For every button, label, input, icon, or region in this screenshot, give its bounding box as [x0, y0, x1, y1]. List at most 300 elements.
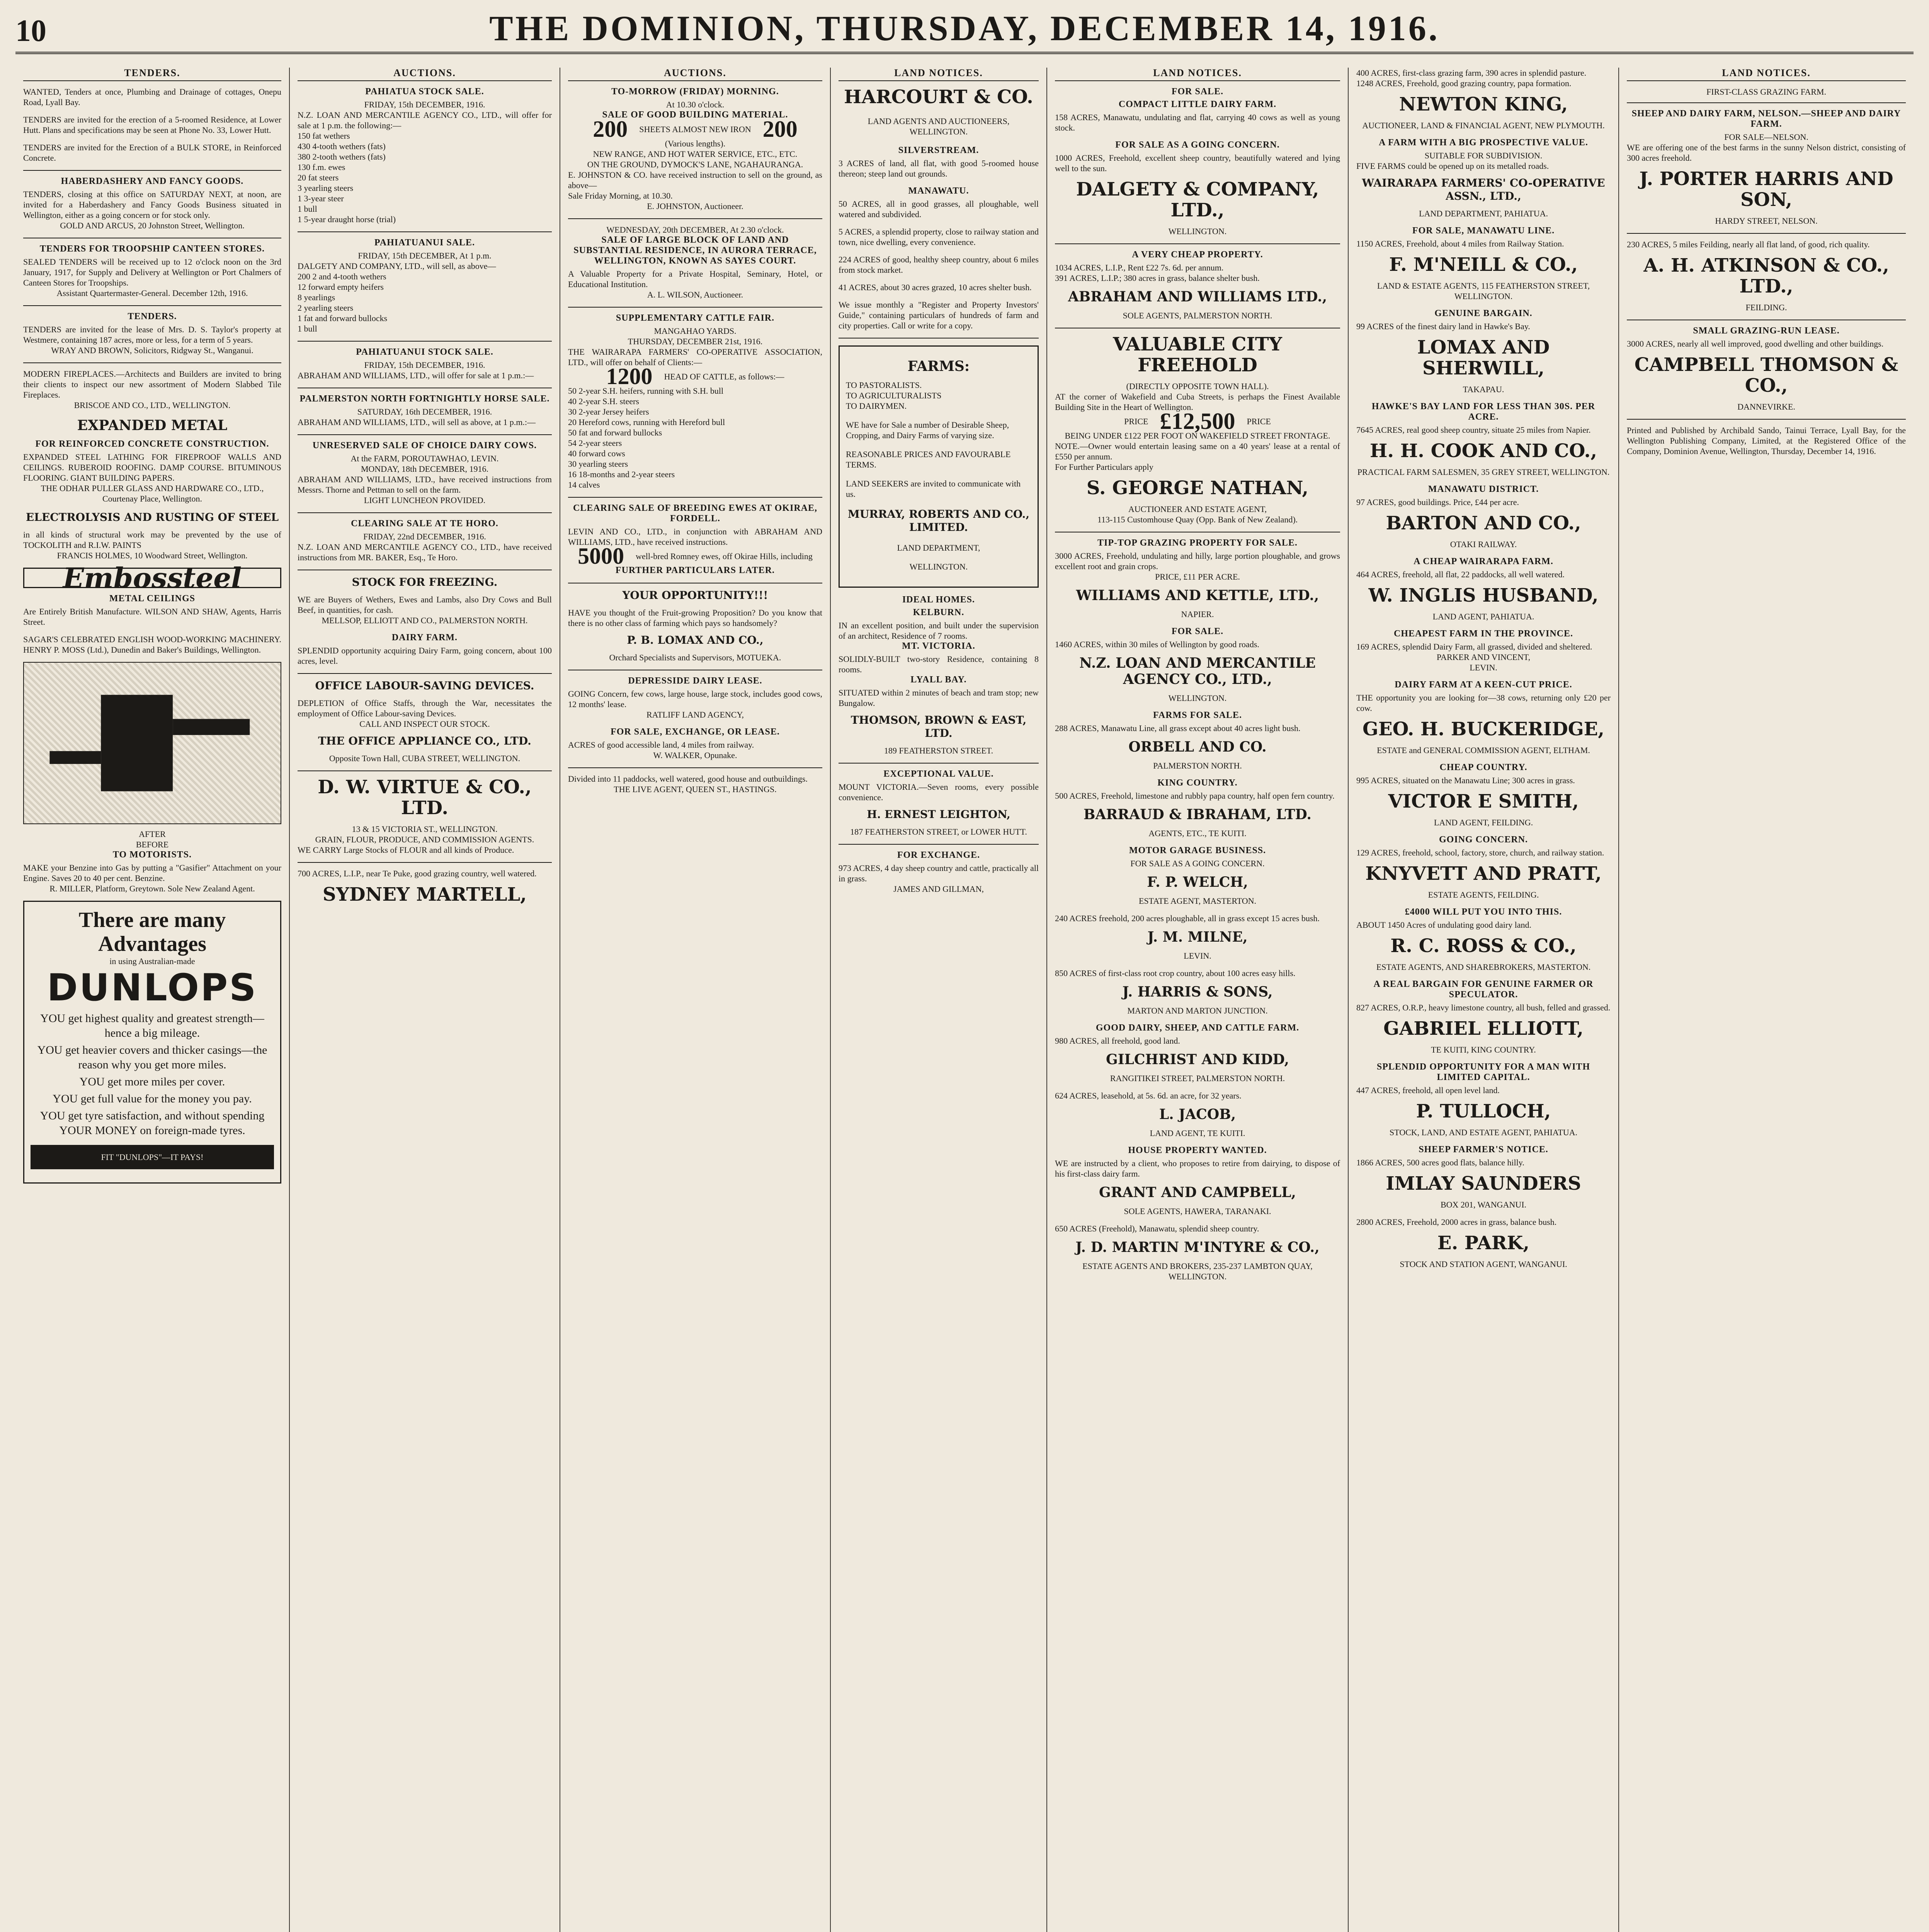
lot-row — [568, 116, 822, 142]
ad-heading: MOTOR GARAGE BUSINESS. — [1129, 845, 1266, 855]
tender-haberdashery — [23, 176, 281, 231]
ad-city-freehold — [1055, 334, 1340, 525]
auction-te-horo — [298, 519, 552, 563]
agent-subtitle: HARDY STREET, NELSON. — [1715, 216, 1818, 226]
ad-grazing-run — [1627, 326, 1906, 412]
ad-subheading: SUITABLE FOR SUBDIVISION. — [1424, 151, 1543, 160]
ad-subheading: TO DAIRYMEN. — [846, 401, 907, 411]
ad-body: 50 ACRES, all in good grasses, all ploughable, well watered and subdivided. — [839, 199, 1039, 219]
company-name: DALGETY & COMPANY, LTD., — [1076, 179, 1319, 221]
ad-terms: REASONABLE PRICES AND FAVOURABLE TERMS. — [846, 449, 1011, 469]
ad-signature: GOLD AND ARCUS, 20 Johnston Street, Wellington. — [60, 221, 245, 230]
ad-dairy-lease — [568, 676, 822, 720]
ad-heading: TO MOTORISTS. — [112, 850, 192, 860]
ad-heading: FOR EXCHANGE. — [897, 850, 980, 860]
listing-silverstream — [839, 145, 1039, 179]
ad-subheading: COMPACT LITTLE DAIRY FARM. — [1118, 99, 1277, 109]
agent-name: GRANT AND CAMPBELL, — [1099, 1184, 1296, 1201]
company-town: PALMERSTON NORTH. — [1153, 761, 1242, 770]
ad-heading: PAHIATUA STOCK SALE. — [365, 87, 484, 97]
ad-heading: EXCEPTIONAL VALUE. — [883, 769, 994, 779]
divider — [23, 170, 281, 171]
ad-body: 3000 ACRES, nearly all well improved, good dwelling and other buildings. — [1627, 339, 1884, 349]
listing-224-acres — [839, 254, 1039, 275]
ad-body: 129 ACRES, freehold, school, factory, store, church, and railway station. — [1356, 848, 1604, 857]
agent-name: E. PARK, — [1437, 1232, 1530, 1254]
ad-body: 850 ACRES of first-class root crop country, about 100 acres easy hills. — [1055, 968, 1296, 978]
ad-heading: FOR SALE, MANAWATU LINE. — [1412, 226, 1555, 236]
agent-subtitle: LAND AGENT, FEILDING. — [1434, 818, 1533, 827]
stock-item: 430 4-tooth wethers (fats) — [298, 141, 386, 151]
ad-embossteel — [23, 561, 281, 627]
ad-body: LEVIN AND CO., LTD., in conjunction with ABRAHAM AND WILLIAMS, LTD., have received instructions. — [568, 527, 822, 547]
ad-signature: WRAY AND BROWN, Solicitors, Ridgway St., Wanganui. — [51, 345, 253, 355]
ad-body: WE are instructed by a client, who proposes to retire from dairying, to dispose of his first-class dairy farm. — [1055, 1158, 1340, 1179]
agent-subtitle: ESTATE and GENERAL COMMISSION AGENT, ELTHAM. — [1377, 745, 1590, 755]
ad-dairy-sheep-cattle — [1055, 1023, 1340, 1083]
ad-heading: HAWKE'S BAY LAND FOR LESS THAN 30S. PER ACRE. — [1371, 401, 1596, 422]
dunlop-point: YOU get highest quality and greatest strength—hence a big mileage. — [40, 1012, 264, 1039]
agent-address: THE LIVE AGENT, QUEEN ST., HASTINGS. — [614, 784, 777, 794]
ad-heading: SUPPLEMENTARY CATTLE FAIR. — [616, 313, 775, 323]
ad-body: 700 ACRES, L.I.P., near Te Puke, good grazing country, well watered. — [298, 869, 537, 878]
ad-624-acres — [1055, 1090, 1340, 1138]
ad-date: SATURDAY, 16th DECEMBER, 1916. — [357, 407, 492, 417]
listing-manawatu — [839, 186, 1039, 219]
ad-body: 447 ACRES, freehold, all open level land. — [1356, 1085, 1500, 1095]
ad-signature: THE ODHAR PULLER GLASS AND HARDWARE CO., LTD., Courtenay Place, Wellington. — [41, 483, 264, 503]
ad-king-country — [1055, 778, 1340, 838]
label-after: AFTER — [139, 829, 166, 839]
ad-heading: FOR SALE, EXCHANGE, OR LEASE. — [611, 727, 780, 737]
ad-body: SEALED TENDERS will be received up to 12 o'clock noon on the 3rd January, 1917, for Supply and Delivery at Wellington or Port Chalmers of Canteen Stores for Troopships. — [23, 257, 281, 287]
ad-heading: GOING CONCERN. — [1439, 835, 1528, 845]
ad-motor-garage — [1055, 845, 1340, 906]
display-heading: STOCK FOR FREEZING. — [352, 576, 498, 588]
agent-name: LOMAX AND SHERWILL, — [1417, 337, 1550, 379]
ad-murray-roberts — [839, 345, 1039, 588]
agent-subtitle: BOX 201, WANGANUI. — [1440, 1200, 1527, 1209]
ad-body: 158 ACRES, Manawatu, undulating and flat, carrying 40 cows as well as young stock. — [1055, 112, 1340, 133]
agent-name: H. H. COOK AND CO., — [1370, 440, 1597, 462]
ad-newton-king — [1356, 68, 1611, 131]
ad-body: DEPLETION of Office Staffs, through the War, necessitates the employment of Office Labour-saving Devices. — [298, 698, 552, 718]
newspaper-title: THE DOMINION, THURSDAY, DECEMBER 14, 1916. — [489, 9, 1440, 48]
page-number: 10 — [15, 14, 46, 48]
agent-name: IMLAY SAUNDERS — [1386, 1173, 1581, 1194]
agent-subtitle: ESTATE AGENTS AND BROKERS, 235-237 LAMBTON QUAY, WELLINGTON. — [1082, 1261, 1313, 1281]
agent-subtitle: ESTATE AGENT, MASTERTON. — [1138, 896, 1257, 906]
stock-item: 200 2 and 4-tooth wethers — [298, 272, 386, 281]
display-heading: EXPANDED METAL — [77, 417, 228, 434]
stock-item: 14 calves — [568, 480, 600, 490]
ad-heading: TENDERS. — [128, 311, 177, 321]
divider — [298, 512, 552, 513]
company-name: THOMSON, BROWN & EAST, LTD. — [851, 714, 1027, 740]
ad-house-wanted — [1055, 1145, 1340, 1216]
agent-name: J. M. MILNE, — [1147, 929, 1248, 945]
stock-item: 40 2-year S.H. steers — [568, 396, 639, 406]
listing-41-acres — [839, 282, 1039, 293]
ad-body: 1460 ACRES, within 30 miles of Wellington by good roads. — [1055, 639, 1259, 649]
ad-body: 391 ACRES, L.I.P.; 380 acres in grass, balance shelter bush. — [1055, 273, 1260, 283]
agent-name: F. M'NEILL & CO., — [1389, 254, 1578, 276]
agent-subtitle: OTAKI RAILWAY. — [1450, 539, 1517, 549]
ad-body: TENDERS are invited for the Erection of a BULK STORE, in Reinforced Concrete. — [23, 143, 281, 163]
tender-troopship — [23, 244, 281, 298]
ad-body: 1000 ACRES, Freehold, excellent sheep country, beautifully watered and lying well to the sun. — [1055, 153, 1340, 173]
ad-location: MANGAHAO YARDS. — [654, 326, 737, 336]
agent-town: FEILDING. — [1745, 303, 1787, 312]
ad-compact-dairy — [1055, 87, 1340, 133]
price-label: PRICE — [1124, 417, 1148, 426]
company-subtitle: AGENTS, ETC., TE KUITI. — [1148, 828, 1247, 838]
stock-item: 20 Hereford cows, running with Hereford bull — [568, 417, 725, 427]
ad-body: SOLIDLY-BUILT two-story Residence, containing 8 rooms. — [839, 654, 1039, 674]
agent-subtitle: TE KUITI, KING COUNTRY. — [1431, 1045, 1536, 1054]
lot-row — [568, 364, 822, 389]
ad-4000 — [1356, 907, 1611, 972]
ad-body: 980 ACRES, all freehold, good land. — [1055, 1036, 1180, 1046]
agent-subtitle: LAND AGENT, TE KUITI. — [1150, 1128, 1245, 1138]
dunlop-point: YOU get full value for the money you pay. — [53, 1092, 252, 1105]
stock-item: 1 fat and forward bullocks — [298, 313, 388, 323]
ad-farms-for-sale — [1055, 710, 1340, 771]
gasifier-illustration — [23, 662, 281, 824]
ad-heading: HOUSE PROPERTY WANTED. — [1128, 1145, 1267, 1155]
agent-name: SYDNEY MARTELL, — [323, 884, 527, 905]
lot-description: well-bred Romney ewes, off Okirae Hills, including — [636, 551, 813, 561]
ad-heading: HABERDASHERY AND FANCY GOODS. — [61, 176, 244, 186]
ad-virtue — [298, 777, 552, 855]
company-name: WILLIAMS AND KETTLE, LTD., — [1076, 587, 1319, 604]
ad-body: Are Entirely British Manufacture. WILSON AND SHAW, Agents, Harris Street. — [23, 607, 281, 627]
ad-date: FRIDAY, 15th DECEMBER, 1916. — [364, 360, 485, 370]
auction-building-material — [568, 87, 822, 211]
ad-body: 41 ACRES, about 30 acres grazed, 10 acres shelter bush. — [839, 282, 1032, 292]
divider — [568, 218, 822, 219]
ad-body: WE are offering one of the best farms in the sunny Nelson district, consisting of 300 acres freehold. — [1627, 143, 1906, 163]
ad-heading: PAHIATUANUI SALE. — [374, 238, 475, 248]
agent-name: VICTOR E SMITH, — [1388, 791, 1579, 812]
ad-real-bargain — [1356, 979, 1611, 1055]
ad-signature: Assistant Quartermaster-General. December 12th, 1916. — [56, 288, 248, 298]
ad-body: WE are Buyers of Wethers, Ewes and Lambs, also Dry Cows and Bull Beef, in quantities, for cash. — [298, 595, 552, 615]
ad-subheading: SALE OF GOOD BUILDING MATERIAL. — [602, 110, 788, 120]
ad-signature: R. MILLER, Platform, Greytown. Sole New Zealand Agent. — [49, 884, 255, 893]
auction-pahiatuanui — [298, 238, 552, 334]
divider — [298, 231, 552, 232]
company-name: D. W. VIRTUE & CO., LTD. — [318, 776, 532, 819]
ad-body: 500 ACRES, Freehold, limestone and rubbly papa country, half open fern country. — [1055, 791, 1335, 801]
ad-body: IN an excellent position, and built under the supervision of an architect, Residence of 7 rooms. — [839, 621, 1039, 641]
auction-dairy-cows — [298, 440, 552, 505]
harcourt-name: HARCOURT & CO. — [844, 86, 1033, 108]
ad-body: ACRES of good accessible land, 4 miles from railway. — [568, 740, 754, 750]
agent-subtitle: ESTATE AGENTS, FEILDING. — [1428, 890, 1539, 900]
company-name: WAIRARAPA FARMERS' CO-OPERATIVE ASSN., LTD., — [1362, 177, 1605, 202]
stock-item: 130 f.m. ewes — [298, 162, 345, 172]
company-name: N.Z. LOAN AND MERCANTILE AGENCY CO., LTD., — [1079, 655, 1316, 687]
ad-body: WE have for Sale a number of Desirable Sheep, Cropping, and Dairy Farms of varying size. — [846, 420, 1009, 440]
ad-2800-acres — [1356, 1217, 1611, 1269]
ad-heading: UNRESERVED SALE OF CHOICE DAIRY COWS. — [312, 440, 537, 451]
agent-name: L. JACOB, — [1159, 1106, 1236, 1122]
ad-body: SITUATED within 2 minutes of beach and tram stop; new Bungalow. — [839, 688, 1039, 708]
agent-subtitle: RANGITIKEI STREET, PALMERSTON NORTH. — [1110, 1073, 1285, 1083]
ad-body: Divided into 11 paddocks, well watered, good house and outbuildings. — [568, 774, 808, 784]
ad-date: FRIDAY, 15th DECEMBER, 1916. — [364, 100, 485, 109]
ad-cheapest-farm — [1356, 629, 1611, 673]
lot-count: 200 — [593, 116, 628, 142]
ad-body: E. JOHNSTON & CO. have received instruction to sell on the ground, as above— — [568, 170, 822, 190]
agent-town: TAKAPAU. — [1463, 384, 1504, 394]
ad-manawatu-district — [1356, 484, 1611, 549]
divider — [839, 844, 1039, 845]
ad-stock-freezing — [298, 576, 552, 626]
ad-going-concern-129 — [1356, 835, 1611, 900]
tender-residence — [23, 114, 281, 135]
ad-body: 99 ACRES of the finest dairy land in Hawke's Bay. — [1356, 321, 1530, 331]
ad-body: THE opportunity you are looking for—38 cows, returning only £20 per cow. — [1356, 693, 1611, 713]
ad-body: ABOUT 1450 Acres of undulating good dairy land. — [1356, 920, 1531, 930]
ad-cheap-wairarapa — [1356, 556, 1611, 622]
company-name: ORBELL AND CO. — [1128, 739, 1267, 755]
lot-row — [568, 543, 822, 569]
lot-note: (Various lengths). — [665, 139, 726, 148]
ad-heading: GOOD DAIRY, SHEEP, AND CATTLE FARM. — [1095, 1023, 1300, 1033]
ad-body: 624 ACRES, leasehold, at 5s. 6d. an acre, for 32 years. — [1055, 1091, 1242, 1100]
ad-body: 973 ACRES, 4 day sheep country and cattle, practically all in grass. — [839, 863, 1039, 883]
column-land-notices-3 — [1349, 68, 1619, 1932]
ad-body: LAND SEEKERS are invited to communicate with us. — [846, 479, 1021, 499]
stock-item: 1 bull — [298, 324, 317, 333]
ad-body: 1034 ACRES, L.I.P., Rent £22 7s. 6d. per annum. — [1055, 263, 1224, 272]
company-town: WELLINGTON. — [909, 562, 968, 571]
column-auctions-1 — [290, 68, 560, 1932]
ad-genuine-bargain — [1356, 308, 1611, 395]
agent-name: PARKER AND VINCENT, — [1436, 652, 1531, 662]
company-subtitle: SOLE AGENTS, PALMERSTON NORTH. — [1123, 311, 1272, 320]
ad-hawkes-bay — [1356, 401, 1611, 477]
ad-martell — [298, 868, 552, 905]
company-address: 189 FEATHERSTON STREET. — [884, 746, 993, 755]
ad-body: 464 ACRES, freehold, all flat, 22 paddocks, all well watered. — [1356, 570, 1565, 579]
ad-heading: A CHEAP WAIRARAPA FARM. — [1414, 556, 1553, 566]
stock-item: 150 fat wethers — [298, 131, 350, 141]
ad-date: MONDAY, 18th DECEMBER, 1916. — [361, 464, 489, 474]
agent-name: A. H. ATKINSON & CO., LTD., — [1643, 255, 1889, 297]
company-address: 13 & 15 VICTORIA ST., WELLINGTON. — [352, 824, 498, 834]
company-name: BARRAUD & IBRAHAM, LTD. — [1084, 806, 1312, 823]
lot-count: 200 — [762, 116, 798, 142]
ad-body: 240 ACRES freehold, 200 acres ploughable, all in grass except 15 acres bush. — [1055, 913, 1320, 923]
ad-body: 230 ACRES, 5 miles Feilding, nearly all flat land, of good, rich quality. — [1627, 240, 1870, 249]
stock-item: 50 2-year S.H. heifers, running with S.H. bull — [568, 386, 724, 396]
lot-count: 1200 — [606, 364, 653, 389]
agent-name: CAMPBELL THOMSON & CO., — [1634, 354, 1898, 396]
ad-subheading: FOR SALE AS A GOING CONCERN. — [1130, 859, 1265, 868]
ad-cheap-property — [1055, 250, 1340, 321]
stock-item: 12 forward empty heifers — [298, 282, 384, 292]
agent-address: 187 FEATHERSTON STREET, or LOWER HUTT. — [850, 827, 1027, 837]
ad-body: WANTED, Tenders at once, Plumbing and Drainage of cottages, Onepu Road, Lyall Bay. — [23, 87, 281, 107]
ad-body: 1866 ACRES, 500 acres good flats, balance hilly. — [1356, 1158, 1524, 1167]
columns — [15, 68, 1914, 1932]
ad-body: 2800 ACRES, Freehold, 2000 acres in grass, balance bush. — [1356, 1217, 1557, 1227]
ad-time: At 10.30 o'clock. — [666, 100, 725, 109]
divider — [568, 767, 822, 768]
divider — [1627, 419, 1906, 420]
ad-subheading: TO AGRICULTURALISTS — [846, 391, 942, 400]
ad-body: A Valuable Property for a Private Hospital, Seminary, Hotel, or Educational Institution. — [568, 269, 822, 289]
ad-heading: DAIRY FARM AT A KEEN-CUT PRICE. — [1395, 680, 1572, 690]
stock-item: 50 fat and forward bullocks — [568, 428, 662, 437]
ad-date: THURSDAY, DECEMBER 21st, 1916. — [628, 337, 763, 346]
ad-240-acres — [1055, 913, 1340, 961]
ad-date: WEDNESDAY, 20th DECEMBER, At 2.30 o'clock. — [606, 225, 784, 235]
column-land-notices-4 — [1619, 68, 1914, 1932]
ad-body: 5 ACRES, a splendid property, close to railway station and town, nice dwelling, every convenience. — [839, 227, 1039, 247]
divider — [23, 305, 281, 306]
ad-body: ABRAHAM AND WILLIAMS, LTD., have received instructions from Messrs. Thorne and Pettman to sell on the farm. — [298, 474, 552, 495]
divider — [1055, 243, 1340, 244]
ad-heading: SPLENDID OPPORTUNITY FOR A MAN WITH LIMITED CAPITAL. — [1376, 1062, 1590, 1082]
ad-body: N.Z. LOAN AND MERCANTILE AGENCY CO., LTD., have received instructions from MR. BAKER, Esq., Te Horo. — [298, 542, 552, 562]
agent-subtitle: STOCK AND STATION AGENT, WANGANUI. — [1400, 1259, 1567, 1269]
divider — [568, 307, 822, 308]
ad-heading: SHEEP AND DAIRY FARM, NELSON.—SHEEP AND DAIRY FARM. — [1631, 109, 1901, 129]
ad-subheading: (DIRECTLY OPPOSITE TOWN HALL). — [1126, 381, 1269, 391]
ad-body: 97 ACRES, good buildings. Price, £44 per acre. — [1356, 497, 1519, 507]
display-heading: YOUR OPPORTUNITY!!! — [622, 589, 768, 602]
ad-body: 1248 ACRES, Freehold, good grazing country, papa formation. — [1356, 78, 1572, 88]
ad-location: At the FARM, POROUTAWHAO, LEVIN. — [350, 454, 499, 463]
auction-breeding-ewes — [568, 503, 822, 576]
printer-imprint: Printed and Published by Archibald Sando, Tainui Terrace, Lyall Bay, for the Wellington Publishing Company, Limited, at the Registered Office of the Company, Dominion Avenue, Wellington, Thursday, December 14, 1916. — [1627, 425, 1906, 456]
ad-dairy-farm — [298, 633, 552, 666]
ad-body: 7645 ACRES, real good sheep country, situate 25 miles from Napier. — [1356, 425, 1591, 435]
ad-heading: TENDERS FOR TROOPSHIP CANTEEN STORES. — [39, 244, 265, 254]
lot-extra: NEW RANGE, AND HOT WATER SERVICE, ETC., ETC. — [593, 149, 798, 159]
ad-body: 224 ACRES of good, healthy sheep country, about 6 miles from stock market. — [839, 255, 1039, 275]
column-heading: TENDERS. — [23, 68, 281, 81]
tender-plumbing — [23, 87, 281, 107]
display-heading: OFFICE LABOUR-SAVING DEVICES. — [315, 679, 534, 692]
auction-horse-sale — [298, 394, 552, 427]
listing-5-acres — [839, 226, 1039, 247]
dunlop-footer: FIT "DUNLOPS"—IT PAYS! — [31, 1145, 274, 1169]
ad-body: 3000 ACRES, Freehold, undulating and hilly, large portion ploughable, and grows excellent root and grain crops. — [1055, 551, 1340, 571]
auction-cattle-fair — [568, 313, 822, 490]
dunlop-point: YOU get more miles per cover. — [79, 1075, 225, 1088]
ad-signature: W. WALKER, Opunake. — [653, 750, 737, 760]
ad-subheading: FOR REINFORCED CONCRETE CONSTRUCTION. — [35, 439, 269, 449]
ad-terms: Sale Friday Morning, at 10.30. — [568, 191, 673, 201]
ad-subheading: FURTHER PARTICULARS LATER. — [615, 565, 775, 575]
ad-heading: MANAWATU. — [908, 186, 969, 196]
dunlop-subline: in using Australian-made — [109, 956, 195, 966]
ad-body: TENDERS are invited for the lease of Mrs. D. S. Taylor's property at Westmere, containing 187 acres, more or less, for a term of 5 years. — [23, 325, 281, 345]
agent-name: R. C. ROSS & CO., — [1390, 935, 1577, 957]
lot-description: HEAD OF CATTLE, as follows:— — [664, 372, 784, 381]
price-value: £12,500 — [1160, 408, 1235, 434]
company-name: P. B. LOMAX AND CO., — [627, 634, 764, 646]
column-tenders — [15, 68, 290, 1932]
stock-item: 2 yearling steers — [298, 303, 354, 313]
ad-for-exchange — [839, 850, 1039, 894]
ad-heading: SHEEP FARMER'S NOTICE. — [1419, 1145, 1548, 1155]
agent-subtitle: LAND AGENT, PAHIATUA. — [1432, 612, 1534, 621]
ad-signature: RATLIFF LAND AGENCY, — [646, 710, 744, 719]
stock-item: 30 2-year Jersey heifers — [568, 407, 649, 417]
column-land-notices-1 — [831, 68, 1047, 1932]
ad-body: N.Z. LOAN AND MERCANTILE AGENCY CO., LTD., will offer for sale at 1 p.m. the following:— — [298, 110, 552, 130]
ad-heading: DEPRESSIDE DAIRY LEASE. — [628, 676, 762, 686]
ad-body: 1150 ACRES, Freehold, about 4 miles from Railway Station. — [1356, 239, 1564, 248]
ad-1460-acres — [1055, 626, 1340, 703]
label-before: BEFORE — [136, 840, 169, 849]
ad-650-acres — [1055, 1223, 1340, 1282]
ad-body: 827 ACRES, O.R.P., heavy limestone country, all bush, felled and grassed. — [1356, 1003, 1611, 1012]
stock-item: 1 3-year steer — [298, 194, 344, 203]
column-heading: LAND NOTICES. — [1055, 68, 1340, 81]
company-town: NAPIER. — [1181, 609, 1214, 619]
ad-heading: SMALL GRAZING-RUN LEASE. — [1693, 326, 1840, 336]
company-name: THE OFFICE APPLIANCE CO., LTD. — [318, 735, 531, 747]
lot-description: SHEETS ALMOST NEW IRON — [639, 124, 751, 134]
ad-heading: £4000 WILL PUT YOU INTO THIS. — [1405, 907, 1562, 917]
ad-subheading: TO PASTORALISTS. — [846, 380, 922, 390]
tender-bulk-store — [23, 142, 281, 163]
ad-note: LIGHT LUNCHEON PROVIDED. — [364, 495, 486, 505]
company-name: ABRAHAM AND WILLIAMS LTD., — [1068, 289, 1327, 305]
ad-body: TENDERS, closing at this office on SATURDAY NEXT, at noon, are invited for a Haberdashery and Fancy Goods Business situated in Wellington, either as a going concern or for stock only. — [23, 189, 281, 220]
ad-heading: TO-MORROW (FRIDAY) MORNING. — [611, 87, 779, 97]
ad-heading: FOR SALE. — [1171, 626, 1224, 636]
ad-heading: A REAL BARGAIN FOR GENUINE FARMER OR SPECULATOR. — [1373, 979, 1594, 1000]
ad-heading: A VERY CHEAP PROPERTY. — [1132, 250, 1263, 260]
ad-heading: GENUINE BARGAIN. — [1434, 308, 1533, 318]
ad-body: SPLENDID opportunity acquiring Dairy Farm, going concern, about 100 acres, level. — [298, 646, 552, 666]
column-land-notices-2 — [1047, 68, 1349, 1932]
ad-signature: MELLSOP, ELLIOTT AND CO., PALMERSTON NORTH. — [322, 616, 528, 625]
agent-subtitle: SOLE AGENTS, HAWERA, TARANAKI. — [1124, 1206, 1271, 1216]
stock-item: 1 bull — [298, 204, 317, 214]
divider — [298, 341, 552, 342]
ad-heading: CLEARING SALE OF BREEDING EWES AT OKIRAE, FORDELL. — [573, 503, 818, 524]
ad-body: WE CARRY Large Stocks of FLOUR and all kinds of Produce. — [298, 845, 514, 855]
ad-body: 3 ACRES of land, all flat, with good 5-roomed house thereon; steep land out grounds. — [839, 158, 1039, 179]
column-heading: LAND NOTICES. — [839, 68, 1039, 81]
ad-heading: A FARM WITH A BIG PROSPECTIVE VALUE. — [1379, 138, 1588, 148]
ad-body: HAVE you thought of the Fruit-growing Proposition? Do you know that there is no other class of farming which pays so handsomely? — [568, 608, 822, 628]
display-heading: FARMS: — [907, 358, 970, 374]
ad-body: in all kinds of structural work may be prevented by the use of TOCKOLITH and R.I.W. PAINTS — [23, 530, 281, 550]
divider — [839, 763, 1039, 764]
ad-body: DALGETY AND COMPANY, LTD., will sell, as above— — [298, 261, 496, 271]
ad-dunlop — [23, 901, 281, 1184]
dunlop-point: YOU get tyre satisfaction, and without spending YOUR MONEY on foreign-made tyres. — [40, 1109, 265, 1137]
ad-sagar — [23, 634, 281, 655]
price-row — [1055, 408, 1340, 434]
ad-heading: DAIRY FARM. — [391, 633, 458, 643]
price-label: PRICE — [1247, 417, 1271, 426]
agent-name: GEO. H. BUCKERIDGE, — [1363, 718, 1604, 740]
ad-heading: CHEAPEST FARM IN THE PROVINCE. — [1393, 629, 1573, 639]
dunlop-brand: DUNLOPS — [47, 966, 258, 1009]
company-subtitle: LAND DEPARTMENT, PAHIATUA. — [1419, 209, 1548, 218]
